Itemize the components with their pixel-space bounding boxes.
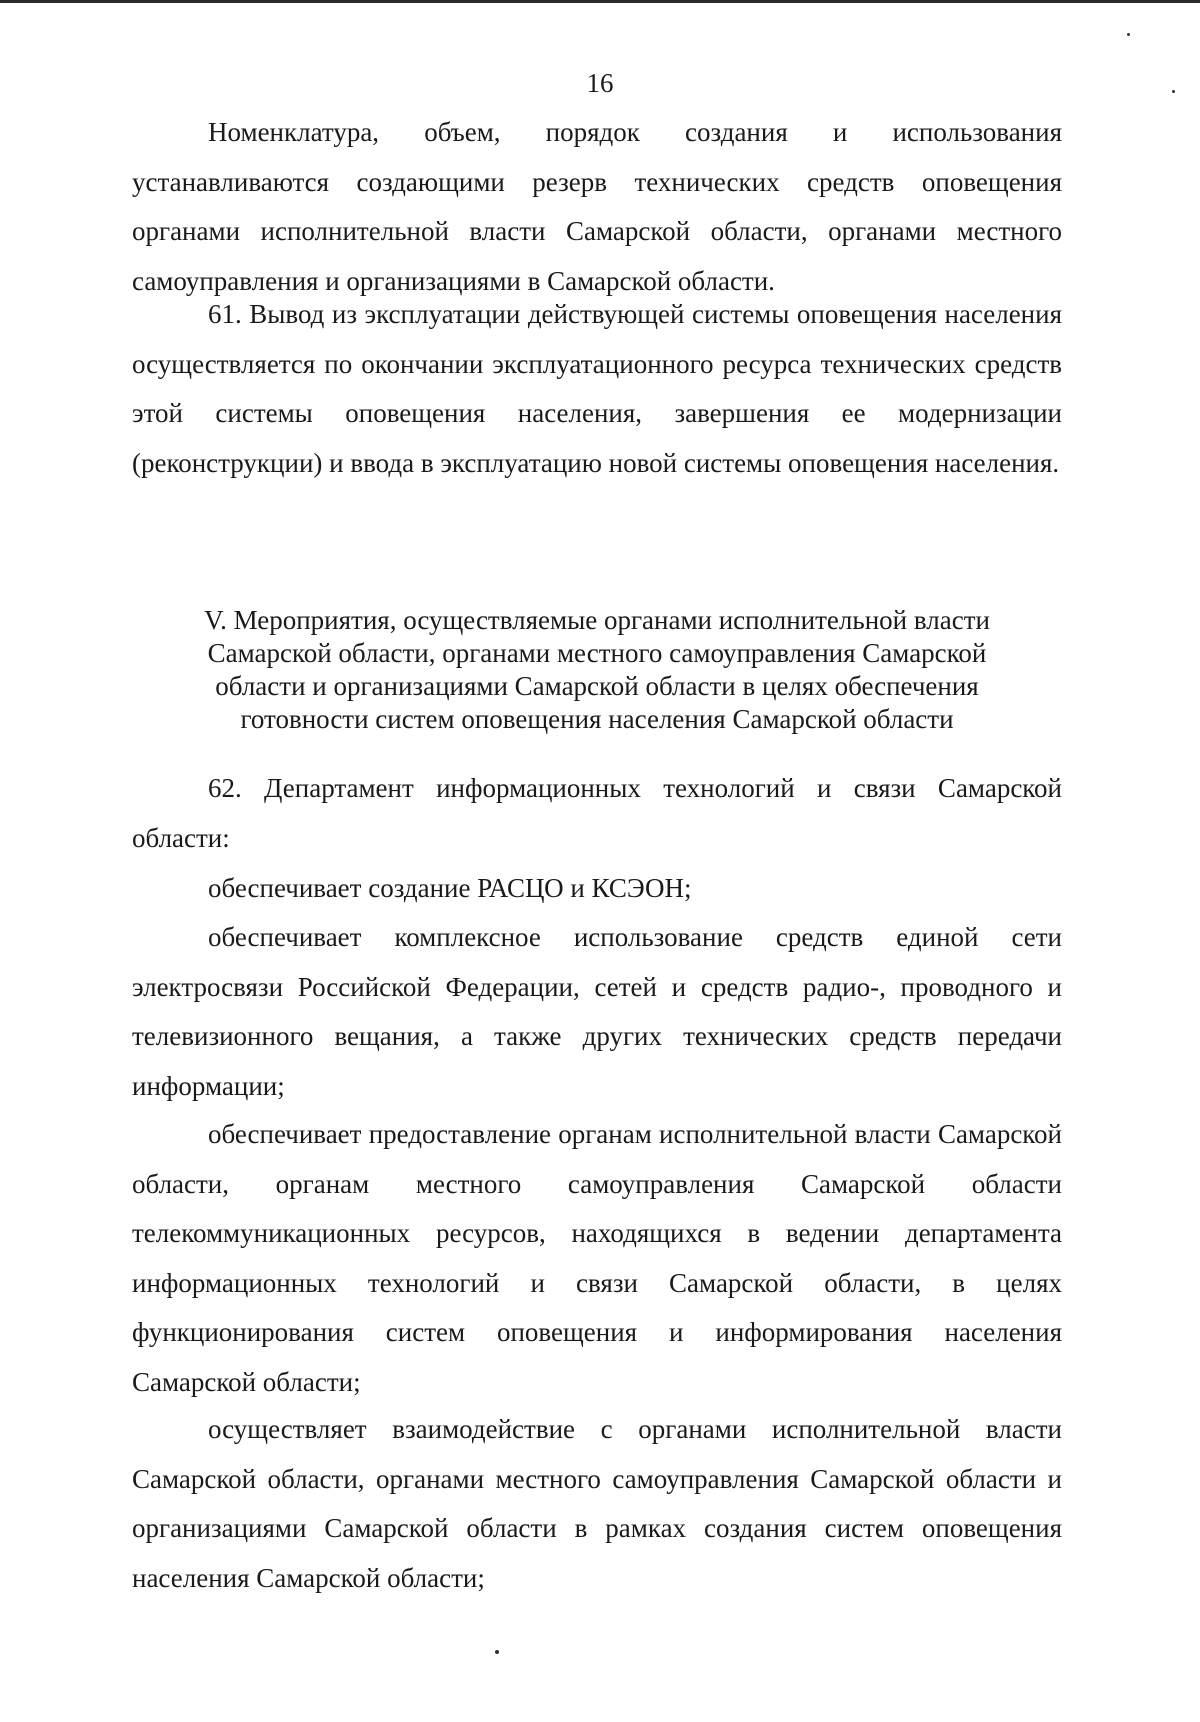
- section-heading-line: V. Мероприятия, осуществляемые органами исполнительной власти: [204, 605, 990, 635]
- scan-edge-line: [0, 0, 1200, 3]
- paragraph-62: 62. Департамент информационных технологий и связи Самарской области:: [132, 773, 1062, 853]
- paragraph-62-item-c: обеспечивает предоставление органам исполнительной власти Самарской области, органам местного самоуправления Самарской области телекоммуникационных ресурсов, находящихся в ведении департамента информационных технологий и связи Самарской области, в целях функционирования систем оповещения и информирования населения Самарской области;: [132, 1119, 1062, 1397]
- paragraph-intro: Номенклатура, объем, порядок создания и использования устанавливаются создающими резерв технических средств оповещения органами исполнительной власти Самарской области, органами местного самоуправления и организациями в Самарской области.: [132, 117, 1062, 296]
- section-heading-line: Самарской области, органами местного самоуправления Самарской: [207, 638, 987, 668]
- section-heading-line: области и организациями Самарской области в целях обеспечения: [215, 671, 979, 701]
- paragraph-62-item-b: обеспечивает комплексное использование средств единой сети электросвязи Российской Федерации, сетей и средств радио-, проводного и телевизионного вещания, а также других технических средств передачи информации;: [132, 922, 1062, 1101]
- scan-speck: [1172, 90, 1175, 93]
- scan-speck: [1127, 33, 1130, 36]
- page-number: 16: [586, 68, 614, 98]
- paragraph-61: 61. Вывод из эксплуатации действующей системы оповещения населения осуществляется по окончании эксплуатационного ресурса технических средств этой системы оповещения населения, завершения ее модернизации (реконструкции) и ввода в эксплуатацию новой системы оповещения населения.: [132, 299, 1062, 478]
- scan-speck: [495, 1650, 499, 1654]
- paragraph-62-item-d: осуществляет взаимодействие с органами исполнительной власти Самарской области, органами местного самоуправления Самарской области и организациями Самарской области в рамках создания систем оповещения населения Самарской области;: [132, 1414, 1062, 1593]
- section-heading: [132, 604, 1062, 736]
- paragraph-62-item-a: обеспечивает создание РАСЦО и КСЭОН;: [208, 873, 692, 903]
- section-heading-line: готовности систем оповещения населения Самарской области: [240, 704, 954, 734]
